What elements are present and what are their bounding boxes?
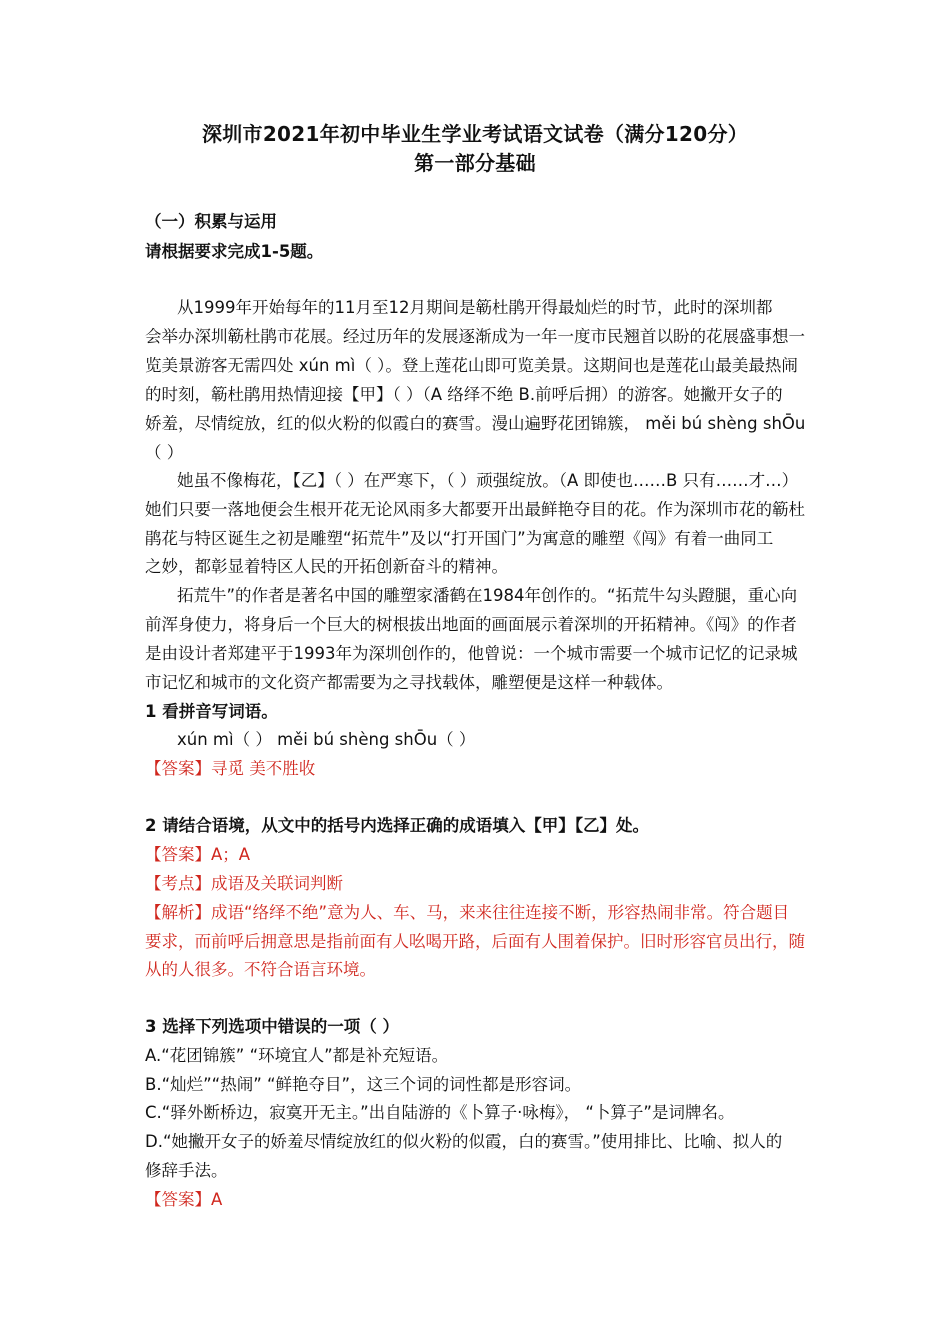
passage-line: 的时刻，簕杜鹃用热情迎接【甲】（ ）（A 络绎不绝 B.前呼后拥）的游客。她撇开女子的	[145, 385, 783, 404]
exam-title: 深圳市2021年初中毕业生学业考试语文试卷（满分120分）	[201, 122, 749, 146]
question-2: 2 请结合语境，从文中的括号内选择正确的成语填入【甲】【乙】处。	[145, 816, 649, 835]
passage-line: 之妙，都彰显着特区人民的开拓创新奋斗的精神。	[145, 557, 508, 576]
question-2-analysis: 要求，而前呼后拥意思是指前面有人吆喝开路，后面有人围着保护。旧时形容官员出行，随	[145, 932, 805, 951]
question-1: 1 看拼音写词语。	[145, 702, 278, 721]
passage-line: 是由设计者郑建平于1993年为深圳创作的，他曾说：一个城市需要一个城市记忆的记录城	[145, 644, 798, 663]
question-3-option-d: D.“她撇开女子的娇羞尽情绽放红的似火粉的似霞，白的赛雪。”使用排比、比喻、拟人的	[145, 1132, 783, 1151]
question-2-point: 【考点】成语及关联词判断	[145, 874, 343, 893]
part-title: 第一部分基础	[414, 151, 536, 175]
section-instruction: 请根据要求完成1-5题。	[145, 242, 324, 261]
question-3-option-c: C.“驿外断桥边，寂寞开无主。”出自陆游的《卜算子·咏梅》， “卜算子”是词牌名。	[145, 1103, 735, 1122]
passage-line: 前浑身使力，将身后一个巨大的树根拔出地面的画面展示着深圳的开拓精神。《闯》的作者	[145, 615, 797, 634]
passage-line: 娇羞，尽情绽放，红的似火粉的似霞白的赛雪。漫山遍野花团锦簇， měi bú shèng shŌu	[145, 414, 806, 433]
question-1-answer: 【答案】寻觅 美不胜收	[145, 759, 316, 778]
section-heading: （一）积累与运用	[145, 212, 277, 231]
question-3-option-b: B.“灿烂”“热闹” “鲜艳夺目”，这三个词的词性都是形容词。	[145, 1075, 582, 1094]
passage-line: 拓荒牛”的作者是著名中国的雕塑家潘鹤在1984年创作的。“拓荒牛勾头蹬腿，重心向	[177, 586, 798, 605]
question-2-analysis: 从的人很多。不符合语言环境。	[145, 960, 376, 979]
question-2-analysis: 【解析】成语“络绎不绝”意为人、车、马，来来往往连接不断，形容热闹非常。符合题目	[145, 903, 790, 922]
question-3-answer: 【答案】A	[145, 1190, 223, 1209]
passage-line: 从1999年开始每年的11月至12月期间是簕杜鹃开得最灿烂的时节，此时的深圳都	[177, 298, 773, 317]
passage-line: 会举办深圳簕杜鹃市花展。经过历年的发展逐渐成为一年一度市民翘首以盼的花展盛事想一	[145, 327, 805, 346]
passage-line: （ ）	[145, 443, 184, 462]
passage-line: 览美景游客无需四处 xún mì（ ）。登上莲花山即可览美景。这期间也是莲花山最美最热闹	[145, 356, 798, 375]
question-3-option-d-cont: 修辞手法。	[145, 1161, 228, 1180]
passage-line: 鹃花与特区诞生之初是雕塑“拓荒牛”及以“打开国门”为寓意的雕塑《闯》有着一曲同工	[145, 529, 774, 548]
passage-line: 市记忆和城市的文化资产都需要为之寻找载体，雕塑便是这样一种载体。	[145, 673, 673, 692]
passage-line: 她们只要一落地便会生根开花无论风雨多大都要开出最鲜艳夺目的花。作为深圳市花的簕杜	[145, 500, 805, 519]
question-3-option-a: A.“花团锦簇” “环境宜人”都是补充短语。	[145, 1046, 449, 1065]
question-2-answer: 【答案】A；A	[145, 845, 251, 864]
question-1-pinyin: xún mì（ ） měi bú shèng shŌu（ ）	[177, 730, 476, 749]
passage-line: 她虽不像梅花，【乙】（ ）在严寒下，（ ）顽强绽放。（A 即使也……B 只有……才…）	[177, 471, 799, 490]
question-3: 3 选择下列选项中错误的一项（ ）	[145, 1017, 399, 1036]
